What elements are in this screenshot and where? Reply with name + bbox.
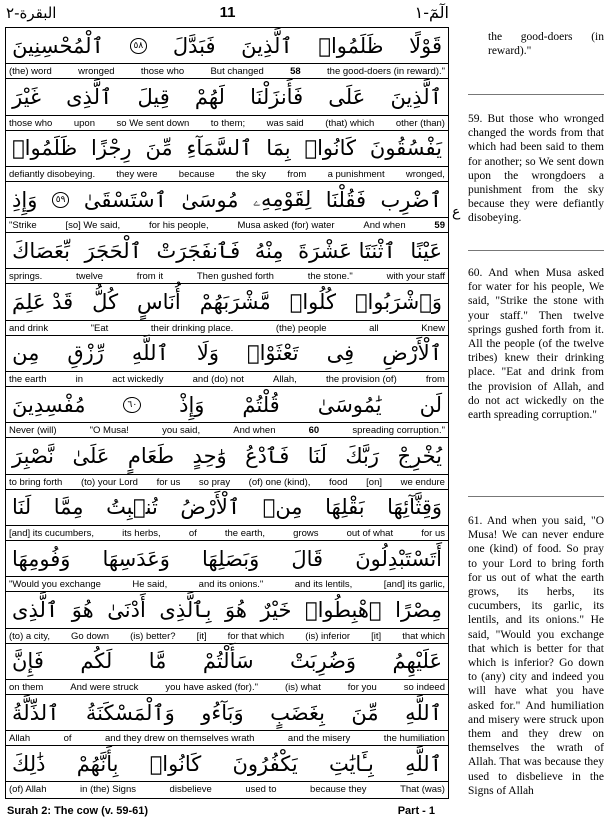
english-gloss: (of) one (kind), <box>248 476 311 488</box>
verse-line <box>6 387 448 438</box>
arabic-word: ٱلْحَجَرَ <box>84 238 142 263</box>
verse-line <box>6 28 448 79</box>
arabic-word: ٱلَّذِى <box>12 597 59 622</box>
english-gloss: so indeed <box>403 681 445 693</box>
arabic-text-row <box>6 79 448 114</box>
arabic-text-row <box>6 28 448 63</box>
arabic-text-row <box>6 592 448 627</box>
arabic-word: بِٱلَّذِى <box>159 597 212 622</box>
arabic-word: بِـَٔايَٰتِ <box>328 751 374 776</box>
verse-line <box>6 490 448 541</box>
arabic-word: بَقْلِهَا <box>325 495 365 520</box>
verse-line <box>6 285 448 336</box>
english-gloss: for us <box>421 527 445 539</box>
arabic-word: أُنَاسٍ <box>137 290 181 315</box>
english-gloss: [it] <box>196 630 207 642</box>
english-gloss: because they <box>310 784 367 796</box>
arabic-word: لِقَوْمِهِۦ <box>252 187 312 212</box>
english-gloss: in <box>75 374 84 386</box>
arabic-word: ٱللَّهِ <box>131 341 169 366</box>
arabic-word: مِنْهُ <box>254 238 284 263</box>
arabic-word: لَن <box>419 392 442 417</box>
arabic-word: وَإِذْ <box>179 392 205 417</box>
arabic-word: فَٱنفَجَرَتْ <box>156 238 241 263</box>
english-gloss-row <box>6 371 448 387</box>
arabic-word: عَلَى <box>328 84 366 109</box>
arabic-word: وَٱلْمَسْكَنَةُ <box>85 700 175 725</box>
english-gloss: [so] We said, <box>65 220 121 232</box>
arabic-word: هُوَ <box>71 597 94 622</box>
verse-line <box>6 746 448 797</box>
arabic-text-row <box>6 695 448 730</box>
arabic-text-row <box>6 541 448 576</box>
arabic-word: لَنَا <box>12 495 32 520</box>
english-gloss: you said, <box>162 425 201 437</box>
arabic-word: وَٱشْرَبُوا۟ <box>354 290 442 315</box>
arabic-word: ٱضْرِب <box>380 187 442 212</box>
word-by-word-grid <box>5 27 449 799</box>
english-gloss: from <box>425 374 445 386</box>
arabic-text-row <box>6 336 448 371</box>
english-gloss: so We sent down <box>116 117 190 129</box>
arabic-word: نَّصْبِرَ <box>12 444 55 469</box>
english-gloss: so pray <box>198 476 231 488</box>
ruku-marker: ع <box>452 204 461 220</box>
english-gloss: from it <box>136 271 164 283</box>
english-gloss: (is) better? <box>130 630 176 642</box>
english-gloss: defiantly disobeying. <box>9 168 96 180</box>
arabic-word: بِأَنَّهُمْ <box>76 751 119 776</box>
english-gloss: And when <box>363 220 406 232</box>
english-gloss: That (was) <box>400 784 445 796</box>
english-gloss: on them <box>9 681 44 693</box>
english-gloss: And when <box>233 425 276 437</box>
arabic-word: خَيْرٌ <box>260 597 292 622</box>
arabic-word: كَانُوا۟ <box>149 751 202 776</box>
verse-number-marker: ٥٩ <box>52 192 70 208</box>
arabic-text-row <box>6 182 448 217</box>
arabic-word: لَهُمْ <box>194 84 225 109</box>
verse-line <box>6 438 448 489</box>
translation-verse-58-end: the good-doers (in reward)." <box>488 31 604 58</box>
arabic-word: ٱللَّهِ <box>405 751 442 776</box>
arabic-word: ٱلْأَرْضُ <box>180 495 241 520</box>
arabic-word: وَبَصَلِهَا <box>202 546 260 571</box>
arabic-word: ذَٰلِكَ <box>12 751 46 776</box>
english-gloss: and its onions." <box>198 579 264 591</box>
english-gloss: (of) Allah <box>9 784 47 796</box>
english-gloss: and the misery <box>287 733 351 745</box>
english-gloss: to bring forth <box>9 476 63 488</box>
verse-number-marker: ٥٨ <box>130 38 148 54</box>
english-gloss: Musa asked (for) water <box>237 220 335 232</box>
english-gloss-row <box>6 115 448 131</box>
verse-line <box>6 592 448 643</box>
arabic-text-row <box>6 285 448 320</box>
arabic-text-row <box>6 387 448 422</box>
arabic-word: يُخْرِجْ <box>397 444 442 469</box>
page-header <box>0 0 455 26</box>
english-gloss: all <box>369 322 379 334</box>
english-gloss: Never (will) <box>9 425 57 437</box>
divider <box>468 496 604 497</box>
english-gloss: for his people, <box>148 220 209 232</box>
english-gloss: a punishment <box>327 168 385 180</box>
arabic-word: ٱلْأَرْضِ <box>382 341 442 366</box>
arabic-text-row <box>6 438 448 473</box>
english-gloss-row <box>6 320 448 336</box>
english-gloss-row <box>6 730 448 746</box>
arabic-word: عَيْنًا <box>410 238 442 263</box>
verse-number: 59 <box>434 220 445 232</box>
arabic-word: قَالَ <box>291 546 324 571</box>
arabic-word: مُفْسِدِينَ <box>12 392 86 417</box>
footer-part-label: Part - 1 <box>397 805 435 817</box>
translation-text-60: 60. And when Musa asked for water for his people, We said, "Strike the stone with your staff." Then twelve springs gushed forth from it. All the people (of the twelve tribes) knew their drinking place. "Eat and drink from the provision of Allah, and do not act wickedly on the earth spreading corruption." <box>468 267 604 422</box>
verse-line <box>6 695 448 746</box>
english-gloss: spreading corruption." <box>352 425 445 437</box>
english-gloss-row <box>6 781 448 797</box>
arabic-word: بِمَا <box>266 136 291 161</box>
arabic-word: لَنَا <box>307 444 327 469</box>
arabic-word: مِن <box>12 341 40 366</box>
arabic-word: كَانُوا۟ <box>304 136 357 161</box>
arabic-word: عَلَىٰ <box>72 444 110 469</box>
english-gloss: [and] its garlic, <box>383 579 445 591</box>
english-gloss: for us <box>156 476 181 488</box>
arabic-word: تُنۢبِتُ <box>106 495 158 520</box>
english-gloss: Then gushed forth <box>196 271 274 283</box>
english-gloss: Allah <box>9 733 31 745</box>
arabic-word: غَيْرَ <box>12 84 41 109</box>
english-gloss: the humiliation <box>383 733 445 745</box>
english-gloss: the good-doers (in reward)." <box>327 66 445 78</box>
verse-line <box>6 541 448 592</box>
english-gloss: its herbs, <box>122 527 161 539</box>
english-gloss: act wickedly <box>112 374 164 386</box>
english-gloss: of <box>63 733 72 745</box>
arabic-word: مِنۢ <box>262 495 303 520</box>
arabic-text-row <box>6 746 448 781</box>
translation-text-59: 59. But those who wronged changed the words from that which had been said to them for another; so We sent down upon the wrongdoers a punishment from the sky because they were defiantly disobeying. <box>468 113 604 225</box>
english-gloss-row <box>6 63 448 79</box>
arabic-word: وَبَآءُو <box>201 700 244 725</box>
verse-number-marker: ٦٠ <box>123 397 141 413</box>
arabic-word: كُلُّ <box>92 290 119 315</box>
english-gloss: "Would you exchange <box>9 579 101 591</box>
english-gloss: wronged <box>78 66 115 78</box>
verse-line <box>6 131 448 182</box>
english-gloss: disbelieve <box>169 784 212 796</box>
verse-line <box>6 233 448 284</box>
english-gloss: the earth <box>9 374 47 386</box>
english-gloss: (to) your Lord <box>80 476 138 488</box>
page-number: 11 <box>219 4 236 21</box>
english-gloss: food <box>329 476 348 488</box>
arabic-word: لَكُم <box>80 649 113 674</box>
english-gloss-row <box>6 525 448 541</box>
arabic-word: تَعْثَوْا۟ <box>247 341 299 366</box>
arabic-text-row <box>6 644 448 679</box>
arabic-word: قَدْ عَلِمَ <box>12 290 74 315</box>
arabic-word: ٱلسَّمَآءِ <box>186 136 253 161</box>
footer-surah-label: Surah 2: The cow (v. 59-61) <box>7 805 149 817</box>
english-gloss-row <box>6 576 448 592</box>
arabic-word: مِّنَ <box>351 700 379 725</box>
english-gloss-row <box>6 422 448 438</box>
arabic-word: طَعَامٍ <box>127 444 175 469</box>
arabic-word: بِغَضَبٍ <box>270 700 325 725</box>
arabic-word: أَتَسْتَبْدِلُونَ <box>355 546 442 571</box>
arabic-word: ظَلَمُوا۟ <box>318 33 384 58</box>
arabic-word: يَكْفُرُونَ <box>232 751 298 776</box>
arabic-word: فَقُلْنَا <box>325 187 367 212</box>
arabic-word: ظَلَمُوا۟ <box>12 136 78 161</box>
english-gloss: out of what <box>346 527 394 539</box>
juz-name-header: الٓمٓ-١ <box>414 3 449 22</box>
english-gloss: and (do) not <box>192 374 244 386</box>
english-gloss: for that which <box>227 630 285 642</box>
arabic-word: فَأَنزَلْنَا <box>250 84 304 109</box>
arabic-word: مَّا <box>148 649 167 674</box>
arabic-word: ٱلَّذِينَ <box>390 84 442 109</box>
arabic-word: عَلَيْهِمُ <box>392 649 442 674</box>
verse-line <box>6 644 448 695</box>
english-gloss: [and] its cucumbers, <box>9 527 95 539</box>
translation-verse-59 <box>468 112 604 226</box>
page-footer <box>5 802 449 822</box>
arabic-word: وَعَدَسِهَا <box>102 546 170 571</box>
arabic-word: هُوَ <box>225 597 247 622</box>
english-gloss: (is) inferior <box>305 630 351 642</box>
arabic-word: فَٱدْعُ <box>245 444 290 469</box>
english-gloss-row <box>6 268 448 284</box>
english-gloss-row <box>6 628 448 644</box>
english-gloss: (is) what <box>284 681 321 693</box>
english-gloss: Allah, <box>273 374 297 386</box>
arabic-word: رِجْزًا <box>91 136 132 161</box>
arabic-word: بِّعَصَاكَ <box>12 238 70 263</box>
divider <box>468 250 604 251</box>
english-gloss: the stone." <box>307 271 353 283</box>
english-gloss: that which <box>402 630 445 642</box>
english-gloss: we endure <box>400 476 445 488</box>
english-gloss: (that) which <box>325 117 375 129</box>
verse-number: 58 <box>290 66 301 78</box>
english-gloss: from <box>287 168 307 180</box>
arabic-word: ٱسْتَسْقَىٰ <box>83 187 167 212</box>
arabic-word: مِصْرًا <box>395 597 442 622</box>
verse-line <box>6 182 448 233</box>
english-gloss: in (the) Signs <box>80 784 137 796</box>
arabic-text-row <box>6 233 448 268</box>
english-gloss: of <box>188 527 197 539</box>
english-gloss: But changed <box>210 66 264 78</box>
english-gloss: the provision (of) <box>325 374 397 386</box>
arabic-word: ٱلَّذِينَ <box>241 33 293 58</box>
english-gloss: Knew <box>421 322 445 334</box>
english-gloss: And were struck <box>70 681 139 693</box>
english-gloss: upon <box>73 117 95 129</box>
arabic-text-row <box>6 131 448 166</box>
divider <box>468 94 604 95</box>
arabic-word: ٱهْبِطُوا۟ <box>305 597 382 622</box>
english-gloss: and they drew on themselves wrath <box>105 733 255 745</box>
arabic-word: ٱثْنَتَا عَشْرَةَ <box>298 238 396 263</box>
translation-continuation <box>468 30 604 58</box>
arabic-word: رَبَّكَ <box>345 444 380 469</box>
arabic-word: مِمَّا <box>53 495 84 520</box>
arabic-word: وَفُومِهَا <box>12 546 71 571</box>
arabic-word: رِّزْقِ <box>67 341 104 366</box>
arabic-word: وَإِذِ <box>12 187 38 212</box>
arabic-word: كُلُوا۟ <box>289 290 336 315</box>
english-gloss: those who <box>9 117 53 129</box>
english-gloss: those who <box>140 66 185 78</box>
verse-number: 60 <box>308 425 320 437</box>
english-gloss: because <box>178 168 215 180</box>
english-gloss: [on] <box>366 476 382 488</box>
arabic-word: قَوْلًا <box>409 33 442 58</box>
english-gloss: (to) a city, <box>9 630 50 642</box>
english-gloss: to them; <box>210 117 246 129</box>
english-gloss-row <box>6 166 448 182</box>
arabic-word: أَدْنَىٰ <box>107 597 146 622</box>
arabic-word: يَفْسُقُونَ <box>369 136 442 161</box>
english-gloss: they were <box>116 168 158 180</box>
arabic-word: فِى <box>326 341 355 366</box>
arabic-text-row <box>6 490 448 525</box>
translation-verse-61 <box>468 514 604 798</box>
english-gloss: (the) people <box>275 322 327 334</box>
english-gloss: for you <box>347 681 377 693</box>
arabic-word: قُلْتُمْ <box>242 392 280 417</box>
arabic-word: وَقِثَّآئِهَا <box>387 495 442 520</box>
english-gloss: their drinking place. <box>150 322 234 334</box>
arabic-word: مُوسَىٰ <box>181 187 239 212</box>
arabic-word: وَٰحِدٍ <box>192 444 227 469</box>
arabic-word: مَّشْرَبَهُمْ <box>199 290 271 315</box>
english-gloss: [it] <box>371 630 382 642</box>
arabic-word: وَضُرِبَتْ <box>290 649 357 674</box>
english-gloss: He said, <box>132 579 168 591</box>
english-gloss: used to <box>245 784 277 796</box>
arabic-word: يَٰمُوسَىٰ <box>317 392 382 417</box>
english-gloss: (the) word <box>9 66 52 78</box>
english-gloss: "Strike <box>9 220 37 232</box>
english-gloss: with your staff <box>386 271 445 283</box>
english-gloss-row <box>6 217 448 233</box>
english-gloss: twelve <box>76 271 103 283</box>
english-gloss: and its lentils, <box>294 579 353 591</box>
translation-text-61: 61. And when you said, "O Musa! We can never endure one (kind) of food. So pray to your Lord to bring forth for us out of what the earth grows, its herbs, its cucumbers, its garlic, its lentils, and its onions." He said, "Would you exchange that which is better for that which is inferior? Go down to (any) city and indeed you will have what you have asked for." And humiliation and misery were struck upon them and they drew on themselves the wrath of Allah. That was because they used to disbelieve in the Signs of Allah <box>468 515 604 797</box>
english-gloss: "O Musa! <box>89 425 129 437</box>
english-gloss-row <box>6 679 448 695</box>
english-gloss: "Eat <box>90 322 109 334</box>
english-gloss: other (than) <box>395 117 445 129</box>
english-gloss-row <box>6 474 448 490</box>
english-gloss: wronged, <box>405 168 445 180</box>
arabic-word: ٱلَّذِى <box>66 84 113 109</box>
surah-name-header: البقرة-٢ <box>6 4 57 22</box>
english-gloss: was said <box>266 117 304 129</box>
arabic-word: ٱللَّهِ <box>405 700 442 725</box>
arabic-word: فَبَدَّلَ <box>172 33 216 58</box>
english-gloss: springs. <box>9 271 43 283</box>
verse-line <box>6 79 448 130</box>
translation-verse-60 <box>468 266 604 422</box>
english-gloss: the earth, <box>224 527 266 539</box>
english-gloss: grows <box>293 527 319 539</box>
arabic-word: ٱلْمُحْسِنِينَ <box>12 33 104 58</box>
english-gloss: the sky <box>235 168 267 180</box>
arabic-word: فَإِنَّ <box>12 649 44 674</box>
verse-line <box>6 336 448 387</box>
english-gloss: Go down <box>71 630 110 642</box>
arabic-word: قِيلَ <box>137 84 170 109</box>
arabic-word: سَأَلْتُمْ <box>202 649 254 674</box>
english-gloss: and drink <box>9 322 49 334</box>
arabic-word: ٱلذِّلَّةُ <box>12 700 60 725</box>
english-gloss: you have asked (for)." <box>165 681 258 693</box>
arabic-word: مِّنَ <box>145 136 173 161</box>
arabic-word: وَلَا <box>196 341 219 366</box>
